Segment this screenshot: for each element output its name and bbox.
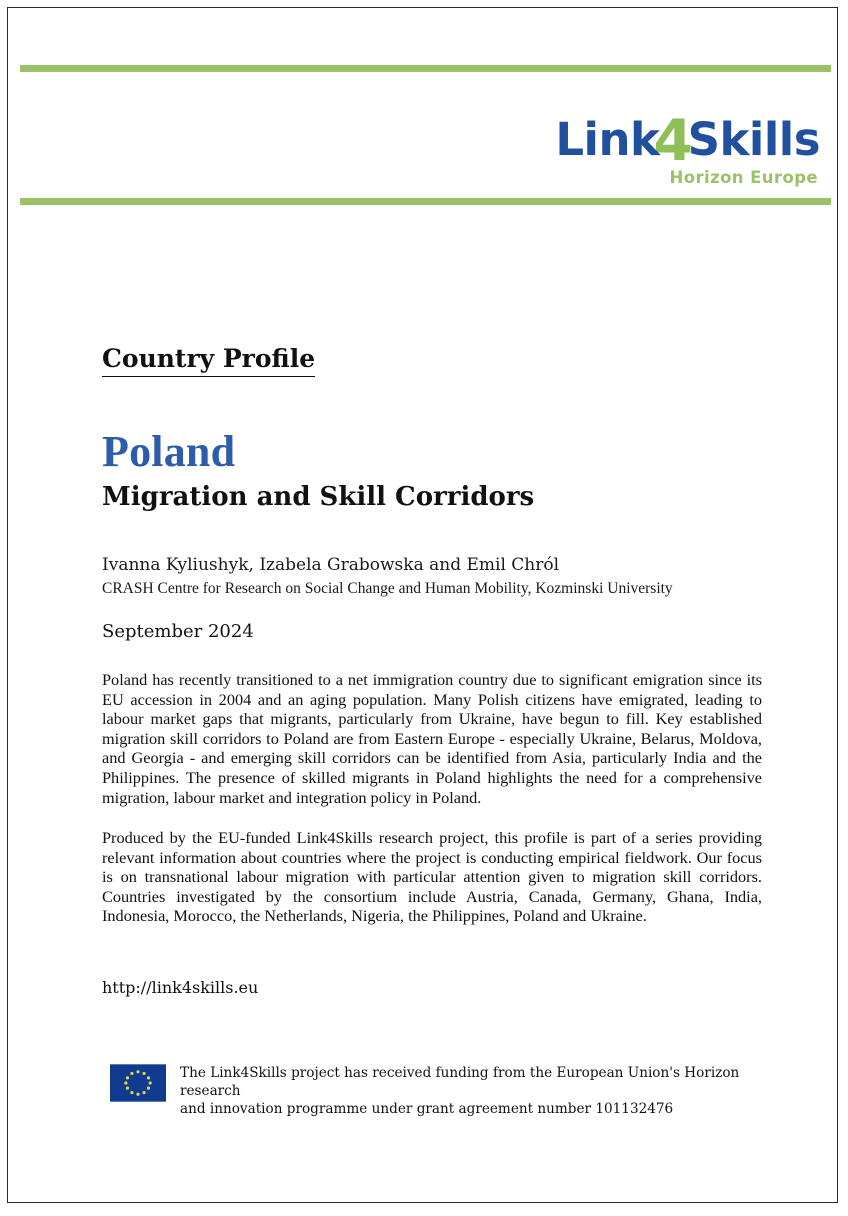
abstract-paragraph-1: Poland has recently transitioned to a net immigration country due to significant emigration since its EU accession in 2004 and an aging population. Many Polish citizens have emigrated, leading to labour market gaps that migrants, particularly from Ukraine, have begun to fill. Key established migration skill corridors to Poland are from Eastern Europe - especially Ukraine, Belarus, Moldova, and Georgia - and emerging skill corridors can be identified from Asia, particularly India and the Philippines. The presence of skilled migrants in Poland highlights the need for a comprehensive migration, labour market and integration policy in Poland. xyxy=(102,670,762,807)
logo-word-link: Link xyxy=(555,113,660,166)
author-affiliation: CRASH Centre for Research on Social Change and Human Mobility, Kozminski University xyxy=(102,580,673,597)
eu-funding-statement xyxy=(110,1064,750,1118)
logo-wordmark xyxy=(555,108,820,174)
link4skills-logo xyxy=(520,108,820,193)
publication-date: September 2024 xyxy=(102,621,254,642)
project-website-link[interactable]: http://link4skills.eu xyxy=(102,978,259,997)
logo-numeral-four: 4 xyxy=(653,108,693,174)
european-union-flag-icon xyxy=(110,1064,166,1102)
document-page xyxy=(7,7,838,1203)
page-subtitle: Migration and Skill Corridors xyxy=(102,481,535,512)
funding-text xyxy=(180,1064,750,1118)
funding-line-2: and innovation programme under grant agreement number 101132476 xyxy=(180,1101,674,1117)
page-title: Poland xyxy=(102,427,236,477)
logo-tagline: Horizon Europe xyxy=(669,168,818,187)
header-rule-bottom xyxy=(20,198,831,205)
logo-word-skills: Skills xyxy=(687,113,820,166)
abstract-paragraph-2: Produced by the EU-funded Link4Skills research project, this profile is part of a series providing relevant information about countries where the project is conducting empirical fieldwork. Our focus is on transnational labour migration with particular attention given to migration skill corridors. Countries investigated by the consortium include Austria, Canada, Germany, Ghana, India, Indonesia, Morocco, the Netherlands, Nigeria, the Philippines, Poland and Ukraine. xyxy=(102,828,762,926)
funding-line-1: The Link4Skills project has received funding from the European Union's Horizon research xyxy=(180,1065,740,1099)
document-kicker: Country Profile xyxy=(102,345,315,377)
header-rule-top xyxy=(20,65,831,72)
author-list: Ivanna Kyliushyk, Izabela Grabowska and Emil Chról xyxy=(102,555,560,575)
